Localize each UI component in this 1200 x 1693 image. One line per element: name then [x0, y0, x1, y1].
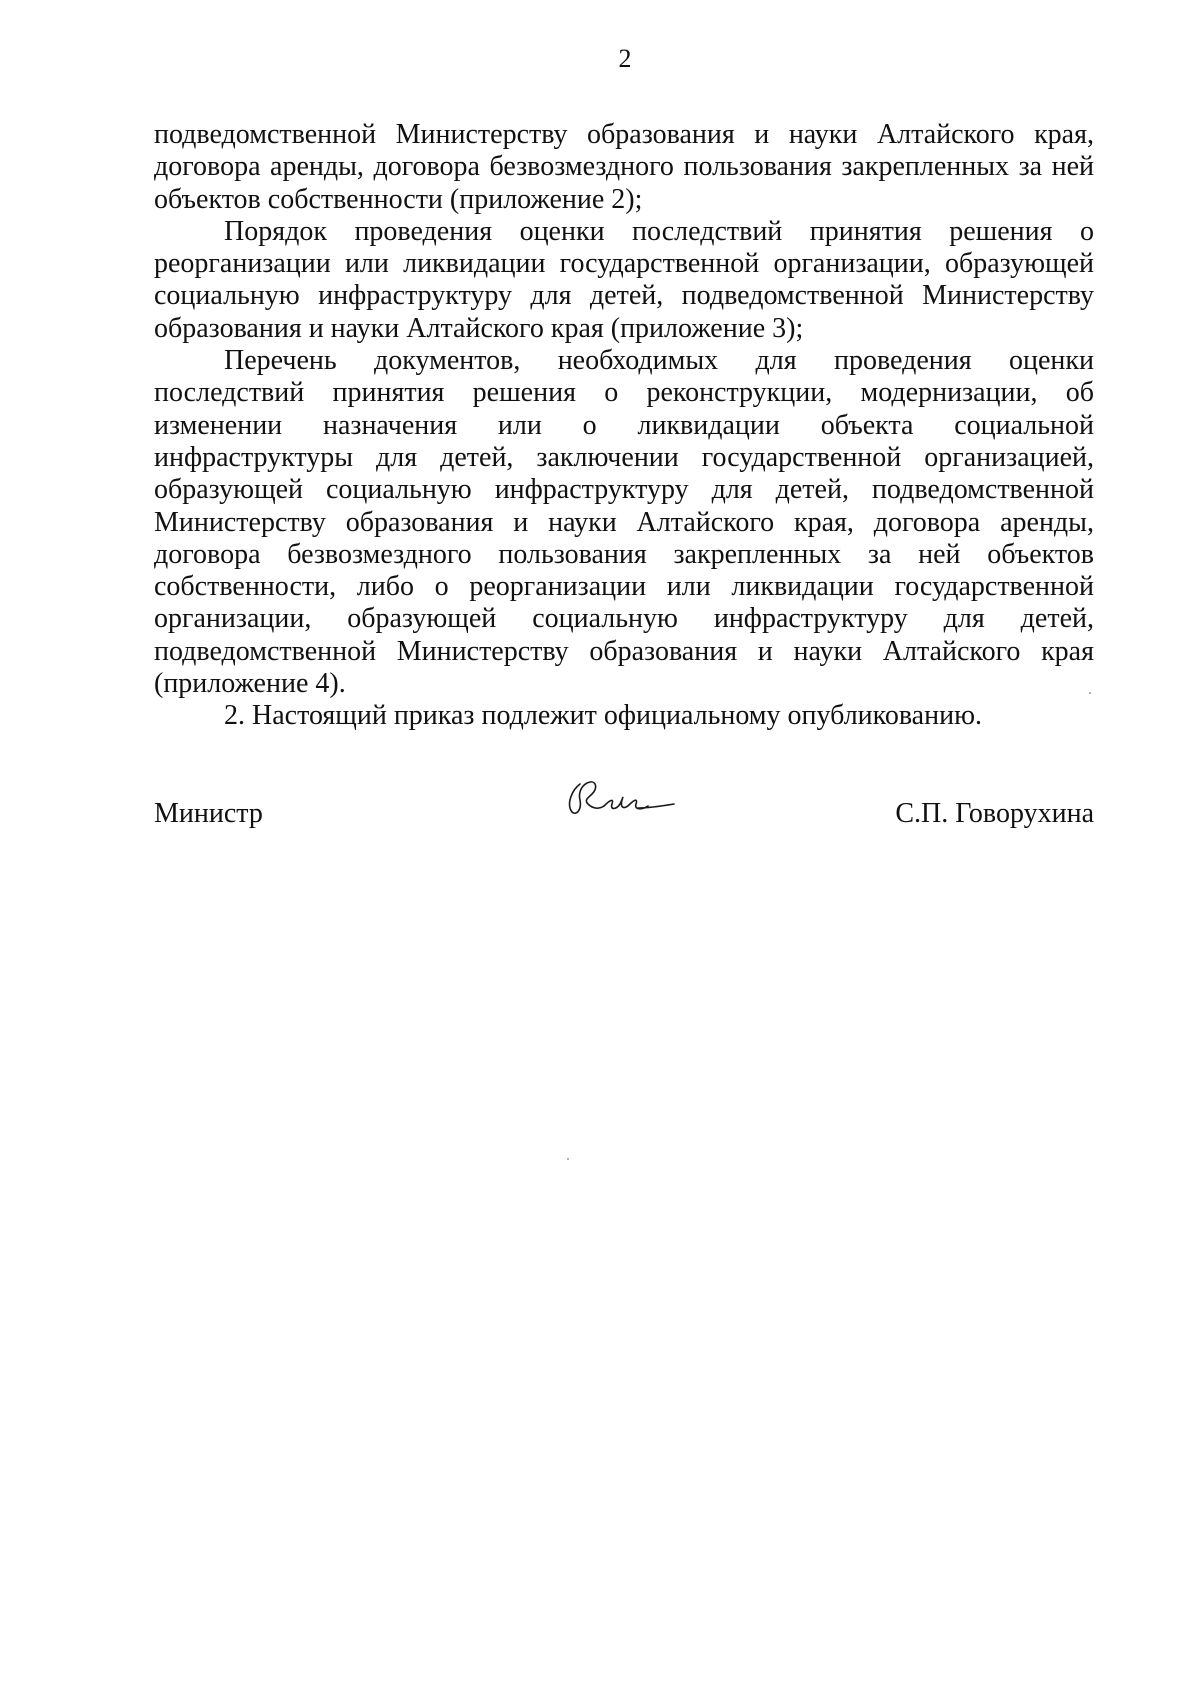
paragraph-continuation: подведомственной Министерству образования и науки Алтайского края, договора аренды, договора безвозмездного пользования закрепленных за ней объектов собственности (приложение 2); — [154, 119, 1094, 215]
signature-block — [154, 790, 1094, 830]
document-body — [154, 119, 1094, 733]
scan-speck — [567, 1158, 569, 1160]
signatory-name: С.П. Говорухина — [895, 798, 1094, 829]
signatory-title: Министр — [154, 798, 263, 829]
page-number: 2 — [618, 44, 632, 73]
handwritten-signature — [558, 770, 678, 830]
paragraph-appendix-4: Перечень документов, необходимых для проведения оценки последствий принятия решения о реконструкции, модернизации, об изменении назначения или о ликвидации объекта социальной инфраструктуры для детей, заключении государственной организацией, образующей социальную инфраструктуру для детей, подведомственной Министерству образования и науки Алтайского края, договора аренды, договора безвозмездного пользования закрепленных за ней объектов собственности, либо о реорганизации или ликвидации государственной организации, образующей социальную инфраструктуру для детей, подведомственной Министерству образования и науки Алтайского края (приложение 4). — [154, 345, 1094, 700]
scan-speck — [1089, 692, 1091, 694]
paragraph-publication: 2. Настоящий приказ подлежит официальному опубликованию. — [224, 700, 982, 732]
paragraph-appendix-3: Порядок проведения оценки последствий принятия решения о реорганизации или ликвидации государственной организации, образующей социальную инфраструктуру для детей, подведомственной Министерству образования и науки Алтайского края (приложение 3); — [154, 215, 1094, 344]
